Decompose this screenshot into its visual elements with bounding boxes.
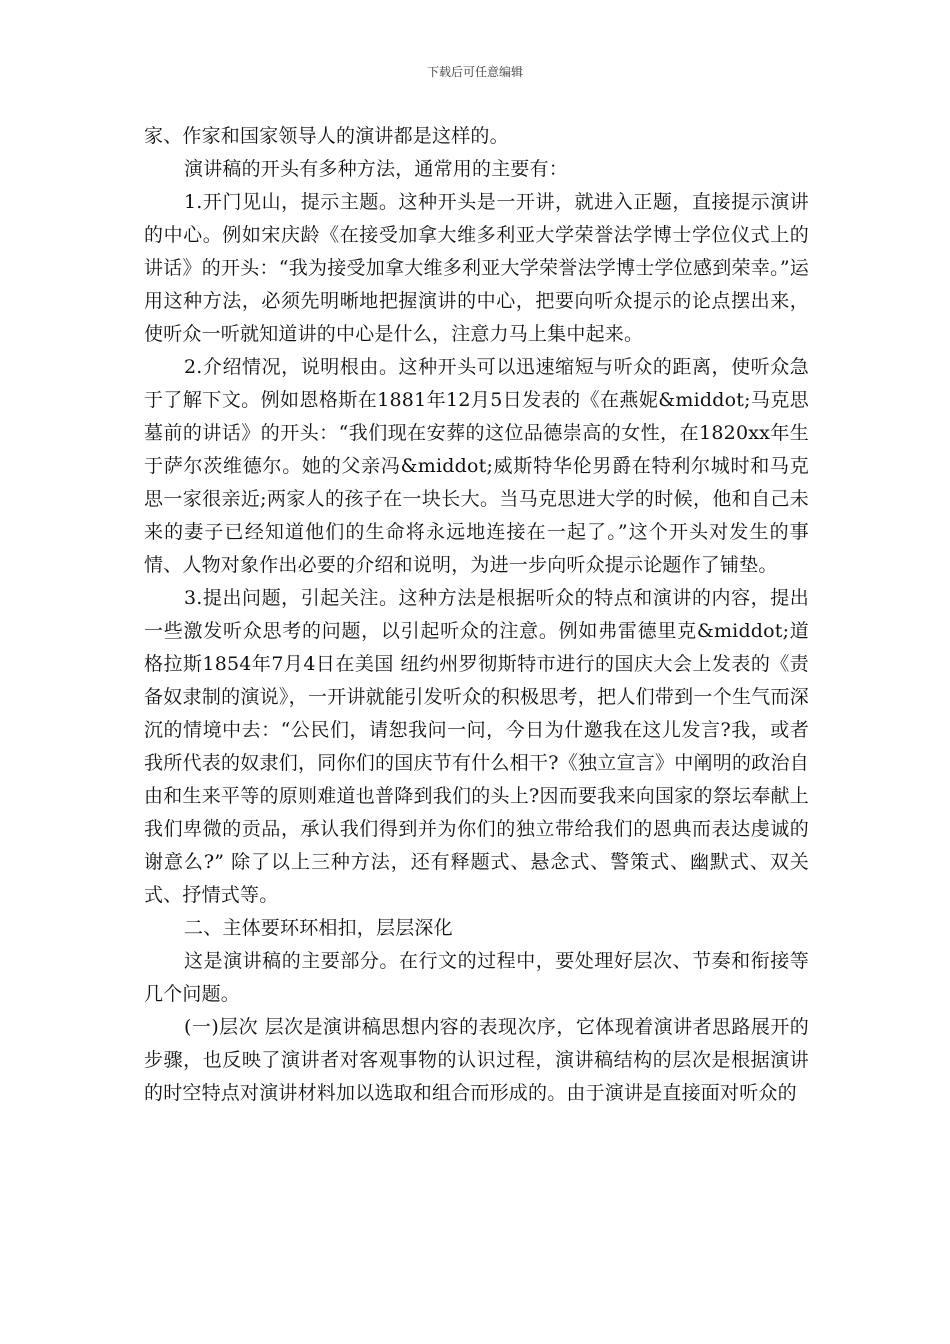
paragraph-7: (一)层次 层次是演讲稿思想内容的表现次序，它体现着演讲者思路展开的步骤，也反映了演讲者对客观事物的认识过程，演讲稿结构的层次是根据演讲的时空特点对演讲材料加以选取和组合而形成的。由于演讲是直接面对听众的 (144, 1016, 809, 1104)
paragraph-1: 家、作家和国家领导人的演讲都是这样的。 (144, 125, 509, 147)
paragraph-2: 演讲稿的开头有多种方法，通常用的主要有： (184, 158, 569, 180)
paragraph-3: 1.开门见山，提示主题。这种开头是一开讲，就进入正题，直接提示演讲的中心。例如宋庆龄《在接受加拿大维多利亚大学荣誉法学博士学位仪式上的讲话》的开头：“我为接受加拿大维多利亚大学荣誉法学博士学位感到荣幸。”运用这种方法，必须先明晰地把握演讲的中心，把要向听众提示的论点摆出来，使听众一听就知道讲的中心是什么，注意力马上集中起来。 (144, 191, 809, 345)
paragraph-6: 这是演讲稿的主要部分。在行文的过程中，要处理好层次、节奏和衔接等几个问题。 (144, 950, 809, 1005)
paragraph-5: 3.提出问题，引起关注。这种方法是根据听众的特点和演讲的内容，提出一些激发听众思考的问题，以引起听众的注意。例如弗雷德里克&middot;道格拉斯1854年7月4日在美国 纽约州罗彻斯特市进行的国庆大会上发表的《责备奴隶制的演说》，一开讲就能引发听众的积极思考，把人们带到一个生气而深沉的情境中去：“公民们，请恕我问一问，今日为什邀我在这儿发言?我，或者我所代表的奴隶们，同你们的国庆节有什么相干?《独立宣言》中阐明的政治自由和生来平等的原则难道也普降到我们的头上?因而要我来向国家的祭坛奉献上我们卑微的贡品，承认我们得到并为你们的独立带给我们的恩典而表达虔诚的谢意么?” 除了以上三种方法，还有释题式、悬念式、警策式、幽默式、双关式、抒情式等。 (144, 587, 809, 906)
page-header: 下载后可任意编辑 (426, 65, 523, 79)
paragraph-4: 2.介绍情况，说明根由。这种开头可以迅速缩短与听众的距离，使听众急于了解下文。例如恩格斯在1881年12月5日发表的《在燕妮&middot;马克思墓前的讲话》的开头：“我们现在安葬的这位品德崇高的女性，在1820xx年生于萨尔茨维德尔。她的父亲冯&middot;威斯特华伦男爵在特利尔城时和马克思一家很亲近;两家人的孩子在一块长大。当马克思进大学的时候，他和自己未来的妻子已经知道他们的生命将永远地连接在一起了。”这个开头对发生的事情、人物对象作出必要的介绍和说明，为进一步向听众提示论题作了铺垫。 (144, 356, 809, 576)
document-body (144, 120, 809, 1110)
section-heading: 二、主体要环环相扣，层层深化 (184, 917, 453, 939)
